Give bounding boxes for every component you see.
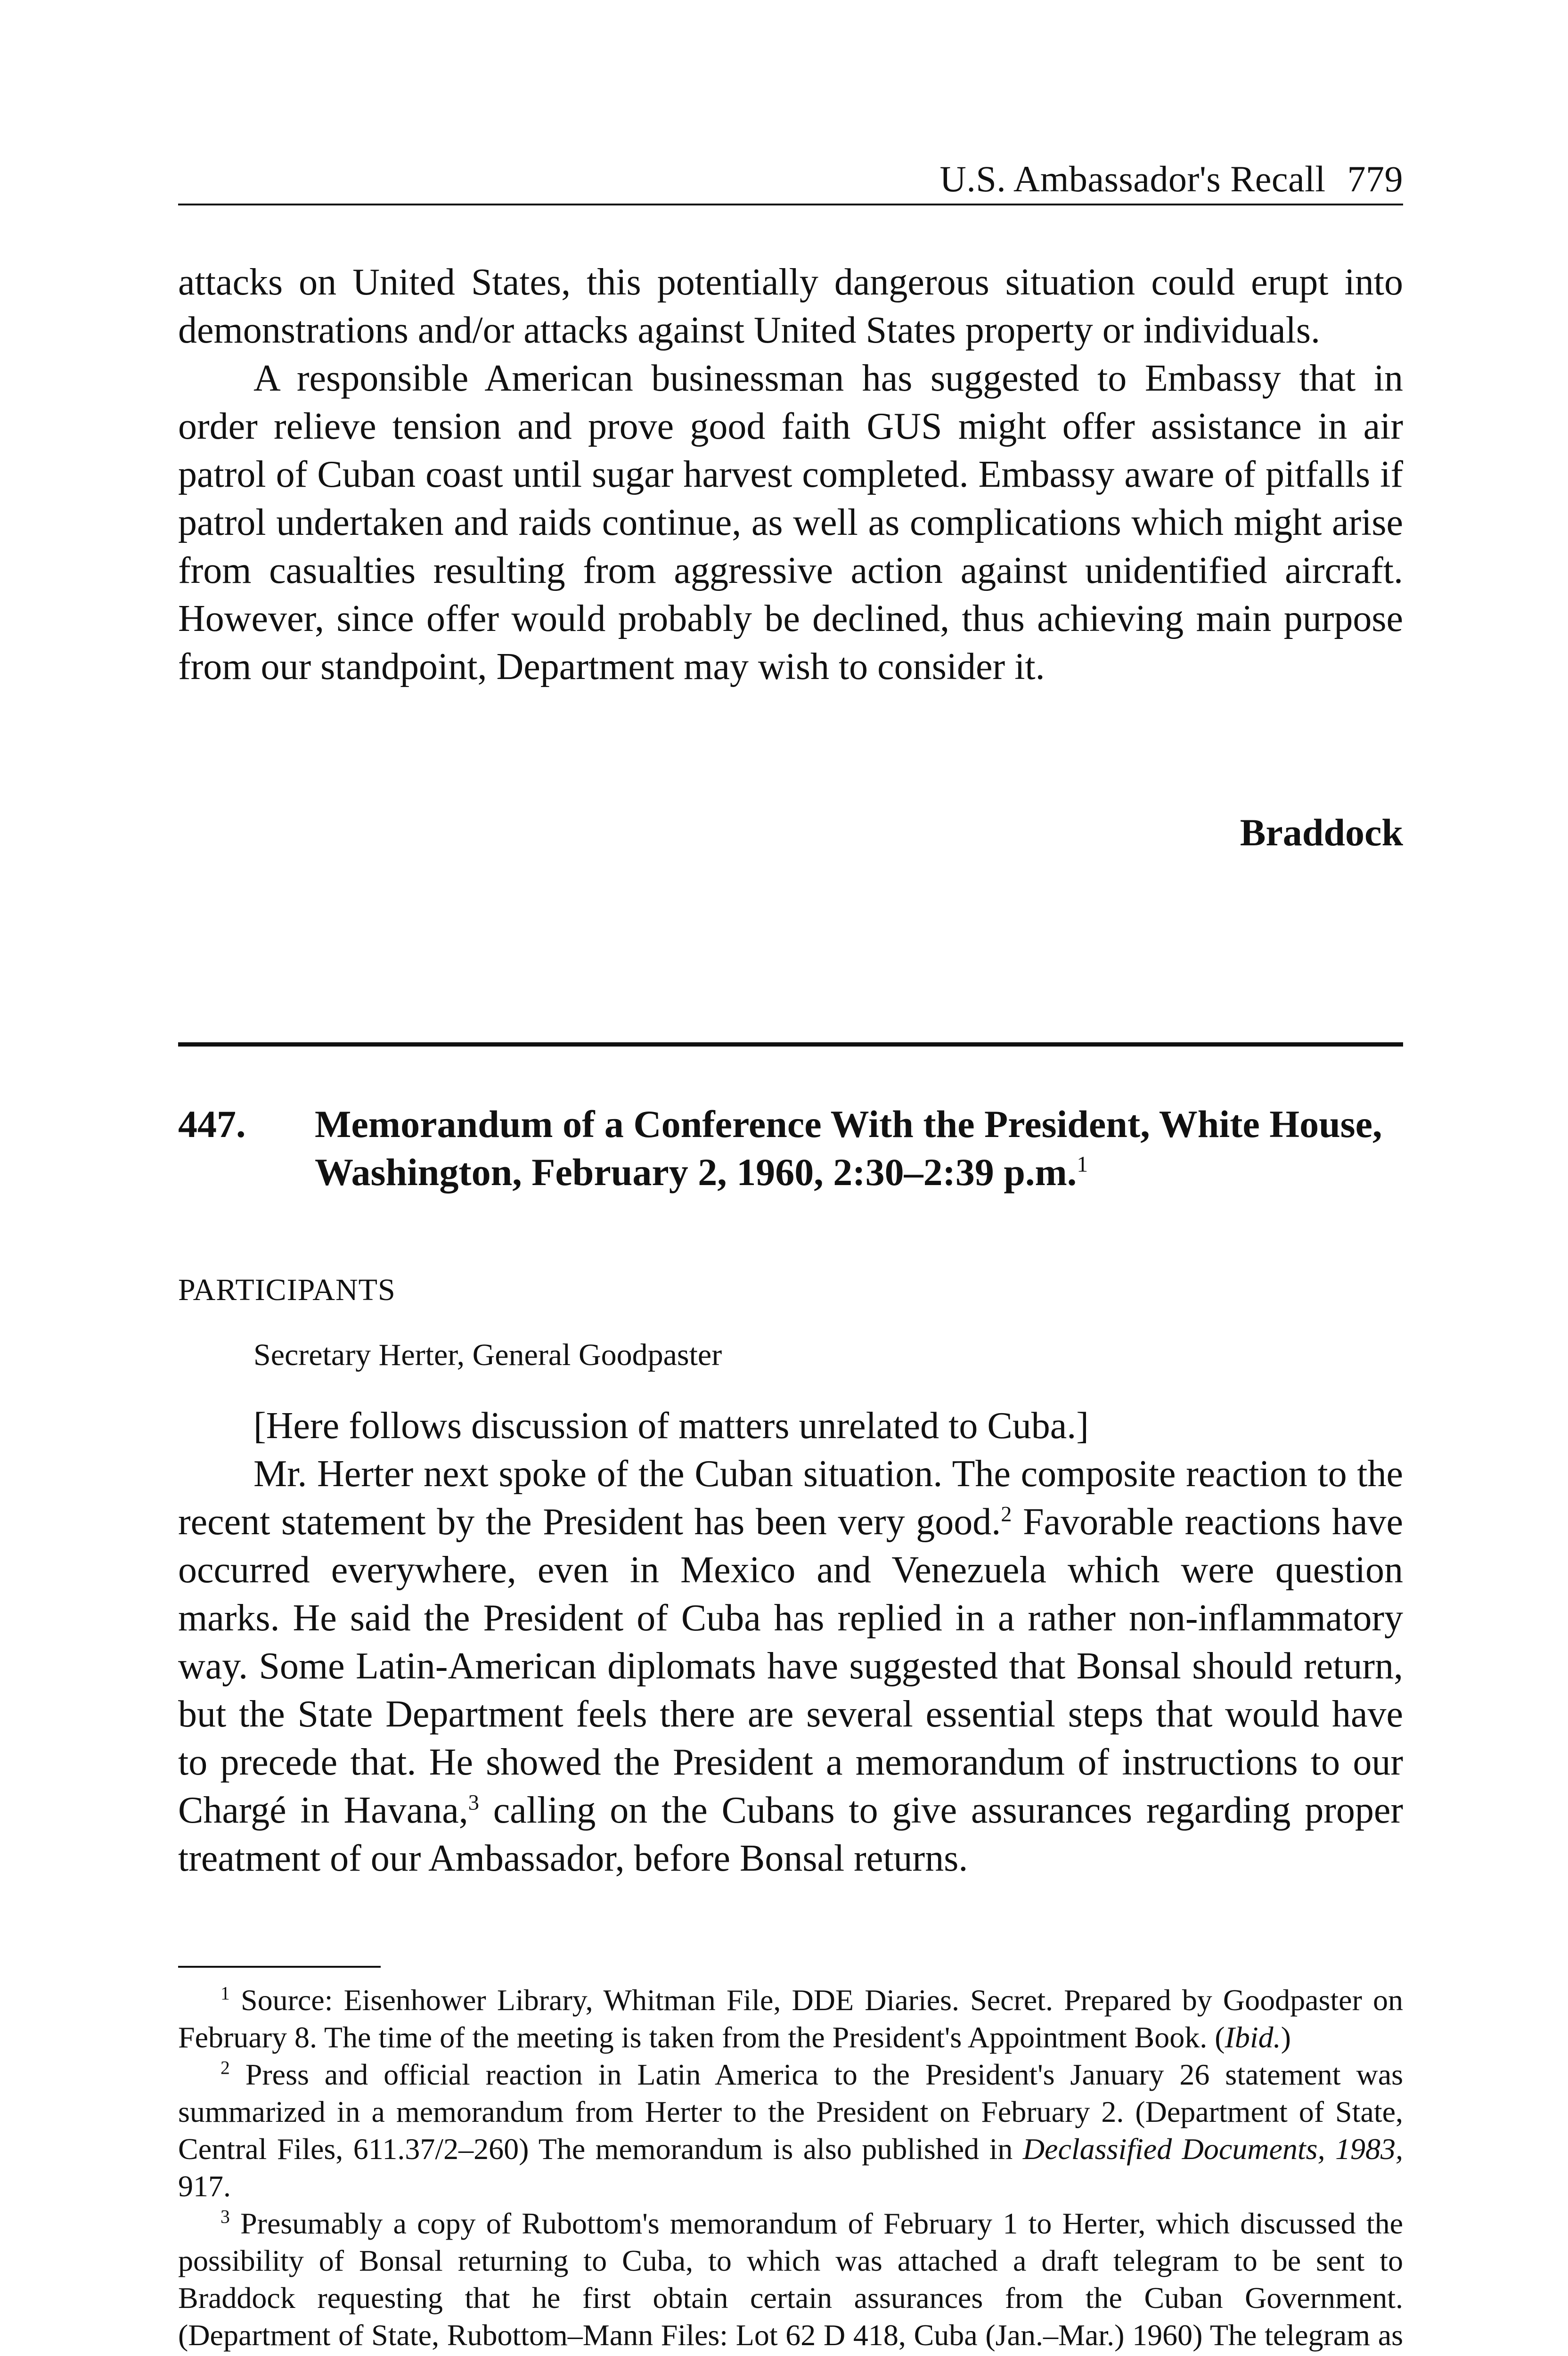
running-head [940, 158, 1403, 200]
document-heading [178, 1100, 1403, 1196]
footnotes [178, 1981, 1403, 2356]
document-number: 447. [178, 1103, 246, 1145]
footnote-text: Presumably a copy of Rubottom's memorandum of February 1 to Herter, which discussed the possibility of Bonsal returning to Cuba, to which was attached a draft telegram to be sent to Braddock requesting that he first obtain certain assurances from the Cuban Government. (Department of State, Rubottom–Mann Files: Lot 62 D 418, Cuba (Jan.–Mar.) 1960) The telegram as [178, 2207, 1404, 2352]
footnote-marker: 1 [220, 1983, 230, 2004]
footnote-text: Source: Eisenhower Library, Whitman File, DDE Diaries. Secret. Prepared by Goodpaster on February 8. The time of the meeting is taken from the President's Appointment Book. [178, 1983, 1403, 2054]
footnote-italic: Ibid. [1225, 2021, 1281, 2054]
signature: Braddock [1240, 811, 1403, 854]
footnote-marker: 2 [220, 2057, 230, 2078]
footnote-ref-1[interactable]: 1 [1077, 1152, 1088, 1177]
footnote-tail: 917. [178, 2169, 231, 2203]
header-rule [178, 204, 1403, 205]
body-text-2: Favorable reactions have occurred everywhere, even in Mexico and Venezuela which were question marks. He said the President of Cuba has replied in a rather non-inflammatory way. Some Latin-American diplomats have suggested that Bonsal should return, but the State Department feels there are several essential steps that would have to precede that. He showed the President a memorandum of instructions to our Chargé in Havana, [178, 1501, 1403, 1831]
editorial-note: [Here follows discussion of matters unrelated to Cuba.] [253, 1405, 1089, 1447]
running-title: U.S. Ambassador's Recall [939, 158, 1326, 199]
participants-label: PARTICIPANTS [178, 1273, 396, 1307]
footnote-marker: 3 [220, 2206, 230, 2227]
memorandum-paragraph [178, 1450, 1403, 1882]
participants-list: Secretary Herter, General Goodpaster [253, 1338, 722, 1372]
continued-telegram [178, 258, 1403, 691]
memorandum-body [178, 1402, 1403, 1882]
footnote-paren: ( [1215, 2021, 1225, 2054]
footnote-ref-3[interactable]: 3 [468, 1791, 479, 1815]
telegram-paragraph: A responsible American businessman has suggested to Embassy that in order relieve tension and prove good faith GUS might offer assistance in air patrol of Cuban coast until sugar harvest completed. Embassy aware of pitfalls if patrol undertaken and raids continue, as well as complications which might arise from casualties resulting from aggressive action against unidentified aircraft. However, since offer would probably be declined, thus achieving main purpose from our standpoint, Department may wish to consider it. [178, 358, 1403, 687]
document-page [178, 0, 1403, 2356]
footnote-1 [178, 1981, 1403, 2056]
footnote-paren: ) [1281, 2021, 1291, 2054]
body-text-3: calling on the Cubans to give assurances regarding proper treatment of our Ambassador, before Bonsal returns. [178, 1790, 1403, 1879]
page-number: 779 [1347, 158, 1403, 199]
section-divider [178, 1042, 1403, 1047]
document-title-text: Memorandum of a Conference With the President, White House, Washington, February 2, 1960, 2:30–2:39 p.m. [315, 1103, 1382, 1194]
document-title [315, 1100, 1403, 1196]
footnote-2 [178, 2056, 1403, 2205]
footnote-ref-2[interactable]: 2 [1001, 1502, 1012, 1527]
footnote-text: Press and official reaction in Latin America to the President's January 26 statement was summarized in a memorandum from Herter to the President on February 2. (Department of State, Central Files, 611.37/2–260) The memorandum is also published in [178, 2058, 1404, 2166]
continued-paragraph: attacks on United States, this potentially dangerous situation could erupt into demonstrations and/or attacks against United States property or individuals. [178, 262, 1403, 351]
footnote-3 [178, 2205, 1403, 2356]
footnote-rule [178, 1966, 381, 1968]
footnote-italic: Declassified Documents, 1983, [1022, 2132, 1404, 2166]
body-text-1: Mr. Herter next spoke of the Cuban situation. The composite reaction to the recent statement by the President has been very good. [178, 1453, 1403, 1543]
